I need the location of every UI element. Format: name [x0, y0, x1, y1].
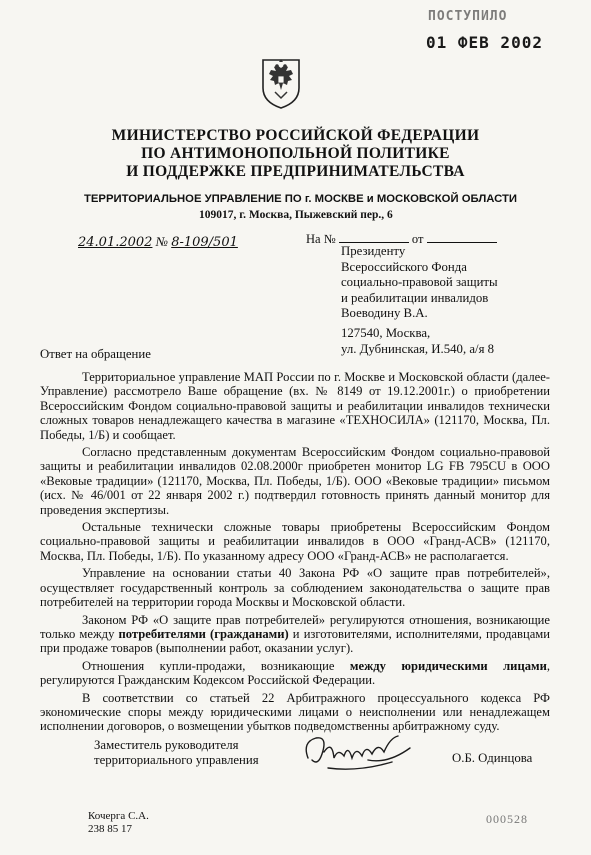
body-paragraph: Территориальное управление МАП России по г. Москве и Московской области (далее-Управление) рассмотрело Ваше обращение (вх. № 8149 от 19.12.2001г.) о приобретении Всероссийским Фондом социально-правовой защиты и реабилитации инвалидов технически сложных товаров ненадлежащего качества в магазине «ТЕХНОСИЛА» (121170, Москва, Пл. Победы, 1/Б) и сообщает. — [40, 370, 550, 442]
ministry-name-line-3: И ПОДДЕРЖКЕ ПРЕДПРИНИМАТЕЛЬСТВА — [126, 163, 465, 180]
body-paragraph: Согласно представленным документам Всероссийским Фондом социально-правовой защиты и реабилитации инвалидов 02.08.2000г приобретен монитор LG FB 795CU в ООО «Вековые традиции» (121170, Москва, Пл. Победы, 1/Б). ООО «Вековые традиции» письмом (исх. № 46/001 от 22 января 2002 г.) подтвердил готовность принять данный монитор для проведения экспертизы. — [40, 445, 550, 517]
reference-number-blank — [339, 230, 409, 243]
body-text-segment: Законом РФ «О защите прав потребителей» регулируются отношения, возникающие только между — [40, 612, 550, 641]
recipient-line: Воеводину В.А. — [341, 306, 428, 320]
executor-name: Кочерга С.А. — [88, 810, 149, 822]
body-text-segment: , регулируются Гражданским Кодексом Российской Федерации. — [40, 658, 550, 688]
handwritten-signature-icon — [298, 728, 418, 778]
executor-info — [88, 810, 149, 836]
recipient-line: и реабилитации инвалидов — [341, 290, 489, 305]
recipient-line: социально-правовой защиты — [341, 275, 498, 289]
received-stamp: ПОСТУПИЛО — [428, 9, 508, 24]
recipient-line: Президенту — [341, 244, 406, 258]
outgoing-number-sign: № — [155, 234, 168, 249]
executor-phone: 238 85 17 — [88, 823, 132, 835]
signatory-title — [94, 738, 259, 768]
coat-of-arms-icon — [257, 54, 305, 110]
recipient-line: Всероссийского Фонда — [341, 259, 467, 274]
registration-number: 000528 — [486, 812, 528, 826]
recipient-postal-address — [341, 326, 494, 357]
body-paragraph — [40, 659, 550, 688]
reference-from-label: от — [411, 232, 424, 246]
body-paragraph: Остальные технически сложные товары приобретены Всероссийским Фондом социально-правовой защиты и реабилитации инвалидов в ООО «Гранд-АСВ» (121170, Москва, Пл. Победы, 1/Б). По указанному адресу ООО «Гранд-АСВ» не располагается. — [40, 520, 550, 563]
postal-line: ул. Дубнинская, И.540, а/я 8 — [341, 341, 495, 356]
body-paragraph — [40, 613, 550, 656]
reference-number-label: На № — [306, 232, 336, 246]
body-emphasis: потребителями (гражданами) — [118, 626, 289, 641]
letter-body — [40, 370, 550, 737]
body-text-segment: и изготовителями, исполнителями, продавцами при продаже товаров (выполнении работ, оказании услуг). — [40, 626, 550, 656]
ministry-name-line-1: МИНИСТЕРСТВО РОССИЙСКОЙ ФЕДЕРАЦИИ — [111, 127, 480, 144]
outgoing-number: 8-109/501 — [171, 235, 238, 250]
outgoing-date: 24.01.2002 — [78, 235, 153, 250]
department-address: 109017, г. Москва, Пыжевский пер., 6 — [199, 209, 393, 221]
outgoing-reference — [78, 234, 238, 250]
ministry-name-line-2: ПО АНТИМОНОПОЛЬНОЙ ПОЛИТИКЕ — [141, 145, 450, 162]
body-paragraph: В соответствии со статьей 22 Арбитражного процессуального кодекса РФ экономические споры между юридическими лицами о неисполнении или ненадлежащем исполнении договоров, о возмещении убытков подведомственны арбитражному суду. — [40, 690, 550, 734]
body-paragraph: Управление на основании статьи 40 Закона РФ «О защите прав потребителей», осуществляет государственный контроль за соблюдением законодательства о защите прав потребителей на территории города Москвы и Московской области. — [40, 566, 550, 610]
signatory-name: О.Б. Одинцова — [452, 751, 533, 765]
body-text-segment: Отношения купли-продажи, возникающие — [82, 658, 350, 673]
department-name: ТЕРРИТОРИАЛЬНОЕ УПРАВЛЕНИЕ ПО г. МОСКВЕ и МОСКОВСКОЙ ОБЛАСТИ — [84, 193, 518, 205]
signatory-title-line: территориального управления — [94, 753, 259, 767]
recipient-block — [341, 244, 498, 322]
reference-date-blank — [427, 230, 497, 243]
body-emphasis: между юридическими лицами — [349, 658, 547, 673]
subject-line: Ответ на обращение — [40, 347, 151, 361]
received-date-stamp: 01 ФЕВ 2002 — [426, 33, 543, 52]
signatory-title-line: Заместитель руководителя — [94, 738, 239, 752]
postal-line: 127540, Москва, — [341, 326, 431, 340]
